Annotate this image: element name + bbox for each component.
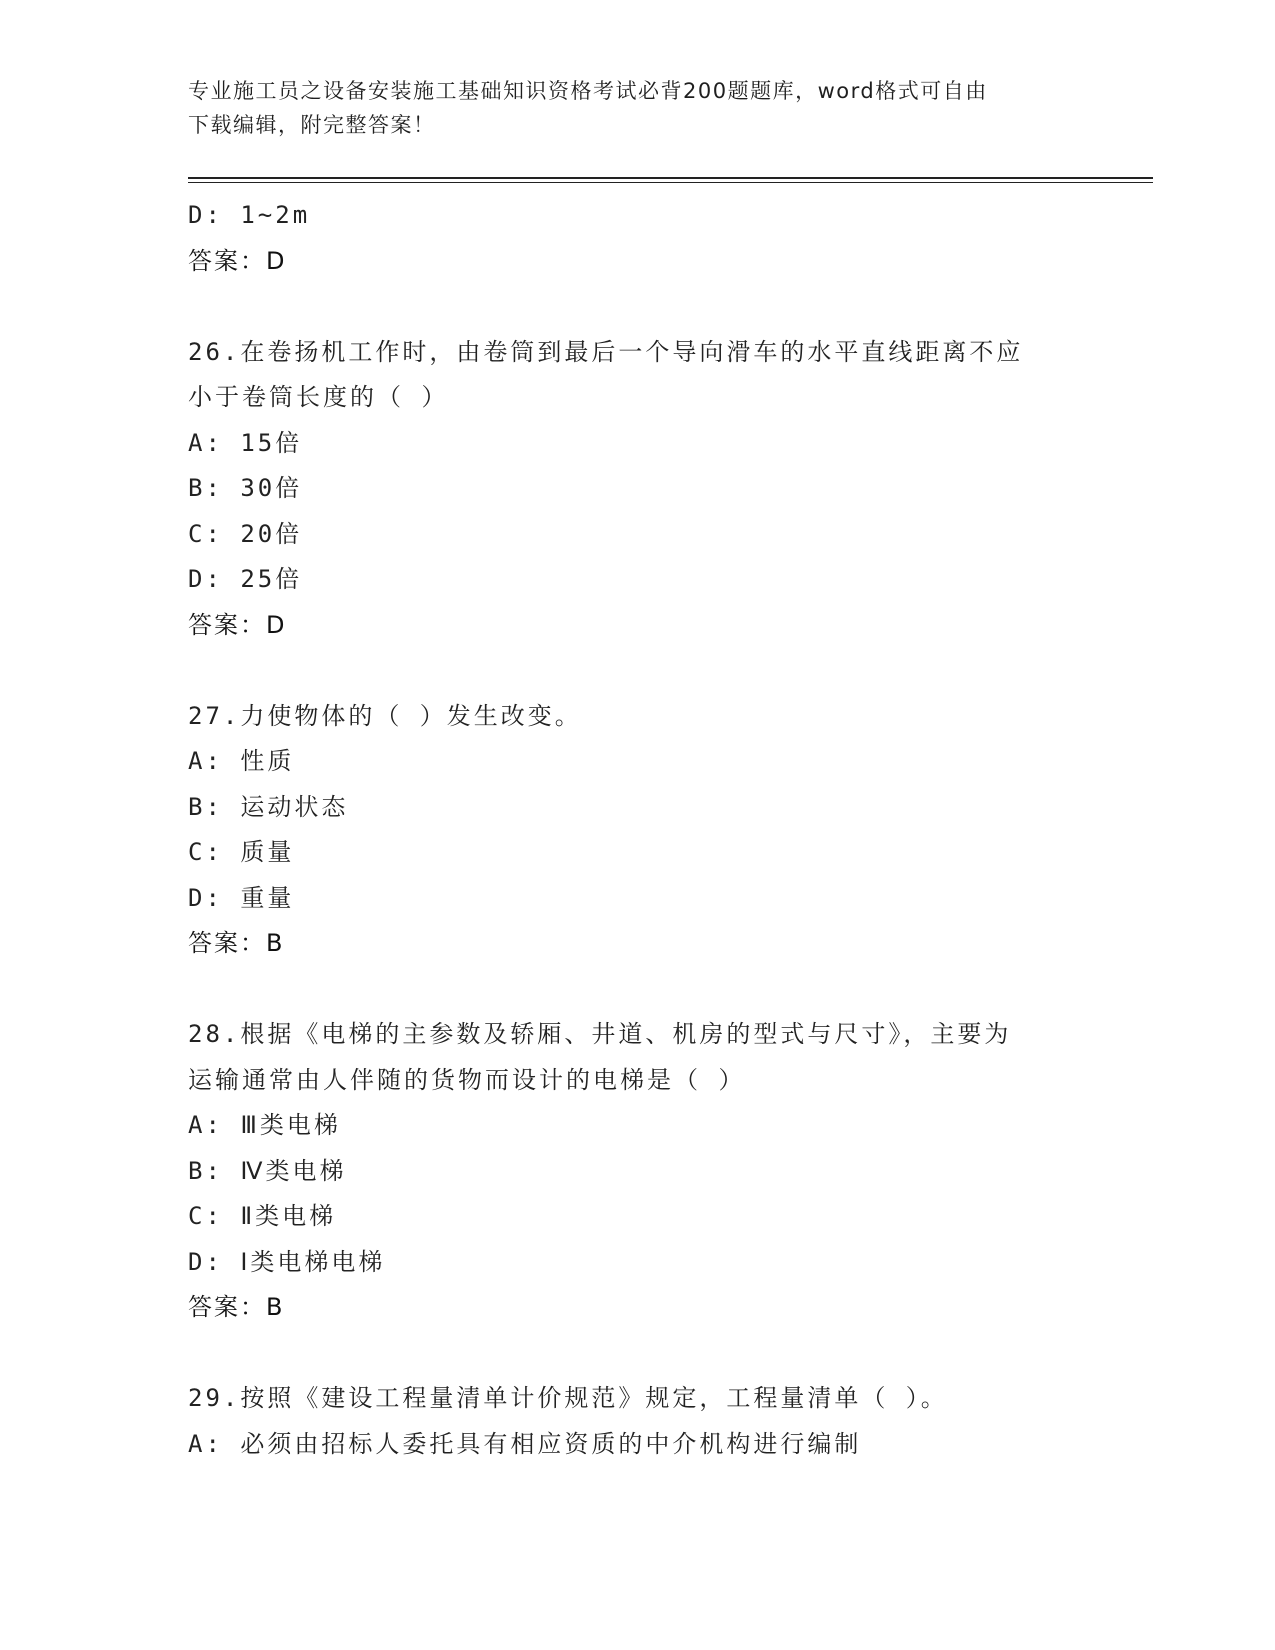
option-c: C: 20倍 (188, 519, 303, 548)
question-29 (188, 1376, 1088, 1467)
question-spacer (188, 284, 1088, 330)
option-d: D: 25倍 (188, 565, 303, 593)
question-stem: 29.按照《建设工程量清单计价规范》规定，工程量清单（ ）。 (188, 1384, 948, 1412)
question-spacer (188, 1331, 1088, 1377)
question-27 (188, 694, 1088, 967)
question-26 (188, 330, 1088, 649)
option-b: B: 运动状态 (188, 792, 349, 821)
question-28 (188, 1012, 1088, 1331)
question-25 (188, 193, 1088, 284)
answer-line: 答案：D (188, 246, 287, 275)
question-spacer (188, 648, 1088, 694)
question-stem-continued: 小于卷筒长度的（ ） (188, 383, 449, 411)
question-stem-continued: 运输通常由人伴随的货物而设计的电梯是（ ） (188, 1065, 746, 1094)
answer-line: 答案：B (188, 929, 285, 957)
question-spacer (188, 967, 1088, 1013)
question-stem: 28.根据《电梯的主参数及轿厢、井道、机房的型式与尺寸》，主要为 (188, 1020, 1012, 1048)
header-line-1: 专业施工员之设备安装施工基础知识资格考试必背200题题库，word格式可自由 (188, 79, 988, 103)
document-header (188, 74, 1068, 142)
header-rule-thin (188, 182, 1153, 183)
option-d: D: 1~2m (188, 201, 311, 229)
option-a: A: 15倍 (188, 428, 303, 457)
header-rule-thick (188, 177, 1153, 179)
option-b: B: Ⅳ类电梯 (188, 1156, 347, 1185)
answer-line: 答案：D (188, 610, 287, 639)
option-b: B: 30倍 (188, 474, 303, 502)
header-line-2: 下载编辑，附完整答案！ (188, 113, 436, 137)
option-c: C: 质量 (188, 838, 295, 866)
question-stem: 26.在卷扬机工作时，由卷筒到最后一个导向滑车的水平直线距离不应 (188, 337, 1024, 366)
question-list (188, 193, 1088, 1467)
option-a: A: Ⅲ类电梯 (188, 1111, 341, 1139)
option-a: A: 必须由招标人委托具有相应资质的中介机构进行编制 (188, 1429, 862, 1458)
option-d: D: 重量 (188, 883, 295, 912)
option-a: A: 性质 (188, 747, 295, 775)
question-stem: 27.力使物体的（ ）发生改变。 (188, 701, 582, 730)
option-c: C: Ⅱ类电梯 (188, 1202, 337, 1230)
option-d: D: Ⅰ类电梯电梯 (188, 1247, 386, 1276)
answer-line: 答案：B (188, 1293, 285, 1321)
